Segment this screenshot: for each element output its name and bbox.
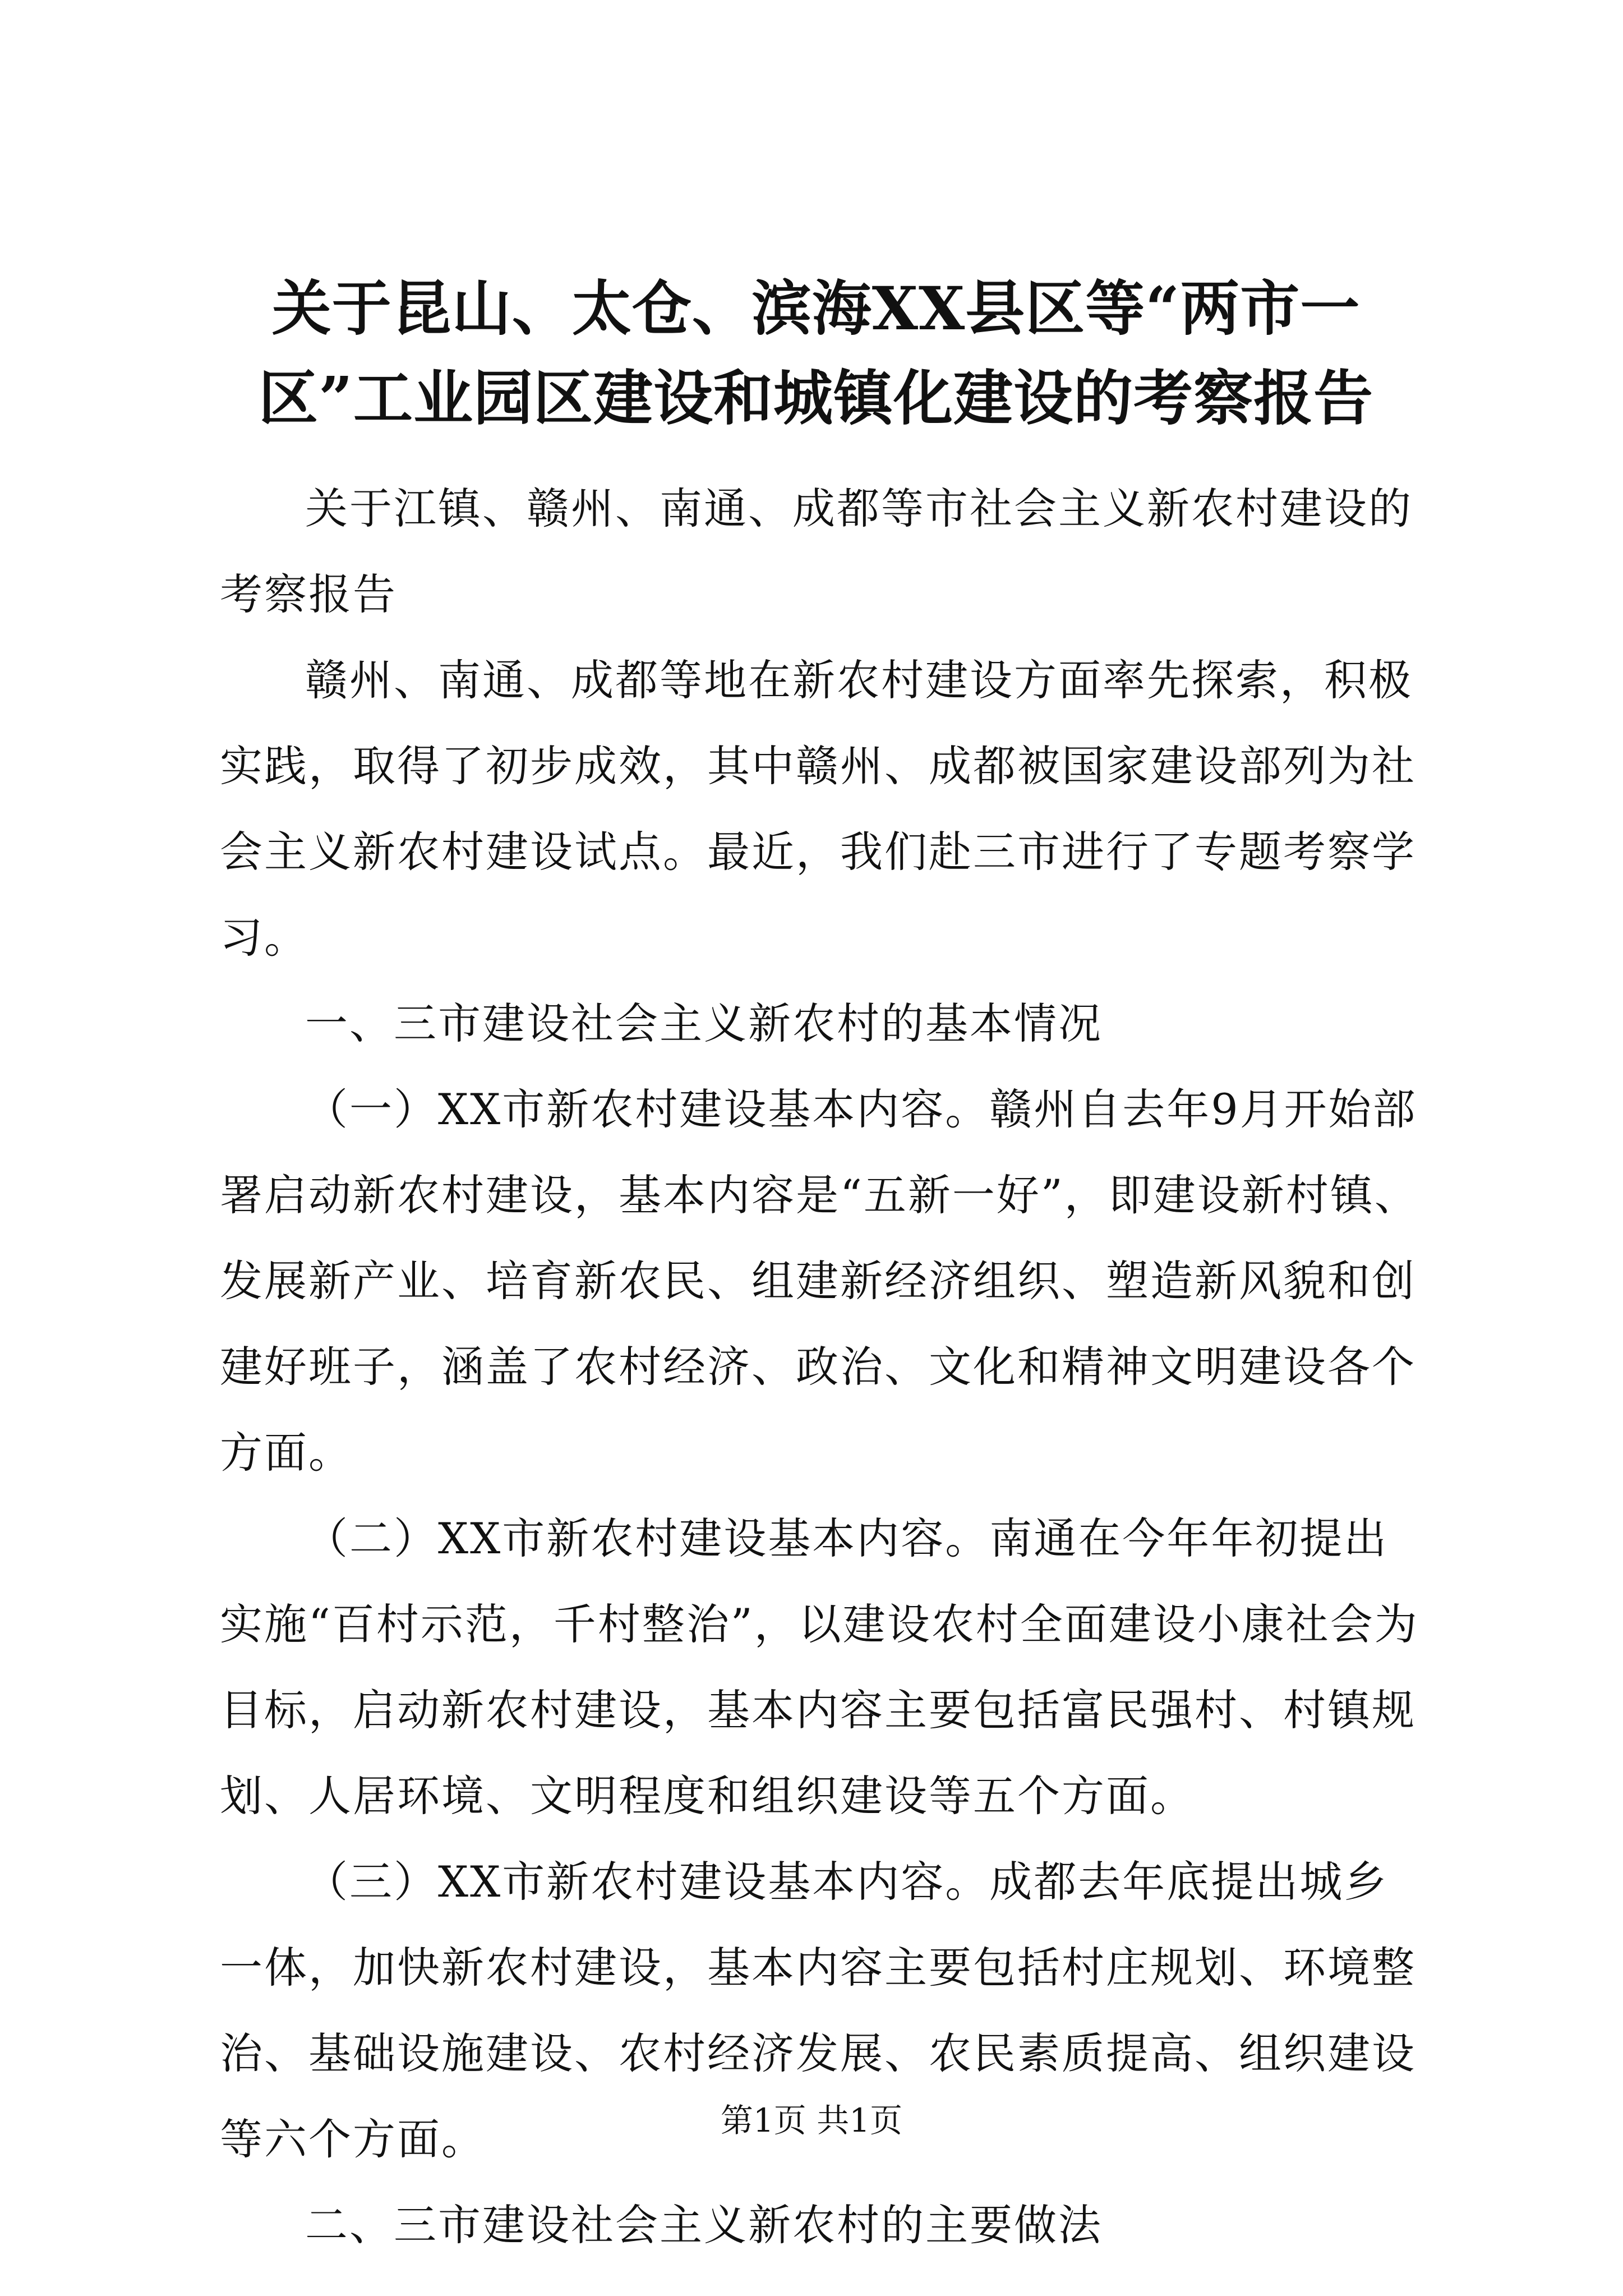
page-footer: 第1页 共1页 [720, 2101, 903, 2139]
title-line-1: 关于昆山、太仓、滨海XX县区等“两市一 [271, 273, 1361, 343]
paragraph-ganzhou: （一）XX市新农村建设基本内容。赣州自去年9月开始部署启动新农村建设，基本内容是“五新一好”，即建设新村镇、发展新产业、培育新农民、组建新经济组织、塑造新风貌和创建好班子，涵盖了农村经济、政治、文化和精神文明建设各个方面。 [220, 1084, 1419, 1478]
paragraph-nantong: （二）XX市新农村建设基本内容。南通在今年年初提出实施“百村示范，千村整治”，以建设农村全面建设小康社会为目标，启动新农村建设，基本内容主要包括富民强村、村镇规划、人居环境、文明程度和组织建设等五个方面。 [220, 1513, 1419, 1821]
paragraph-subtitle: 关于江镇、赣州、南通、成都等市社会主义新农村建设的考察报告 [220, 484, 1413, 619]
paragraph-chengdu: （三）XX市新农村建设基本内容。成都去年底提出城乡一体，加快新农村建设，基本内容主要包括村庄规划、环境整治、基础设施建设、农村经济发展、农民素质提高、组织建设等六个方面。 [220, 1857, 1416, 2164]
section-heading-2: 二、三市建设社会主义新农村的主要做法 [305, 2200, 1103, 2250]
document-body [220, 466, 1431, 2268]
document-title [185, 264, 1447, 443]
section-heading-1: 一、三市建设社会主义新农村的基本情况 [305, 999, 1103, 1048]
paragraph-intro: 赣州、南通、成都等地在新农村建设方面率先探索，积极实践，取得了初步成效，其中赣州、成都被国家建设部列为社会主义新农村建设试点。最近，我们赴三市进行了专题考察学习。 [220, 655, 1416, 963]
title-line-2: 区”工业园区建设和城镇化建设的考察报告 [259, 363, 1373, 433]
